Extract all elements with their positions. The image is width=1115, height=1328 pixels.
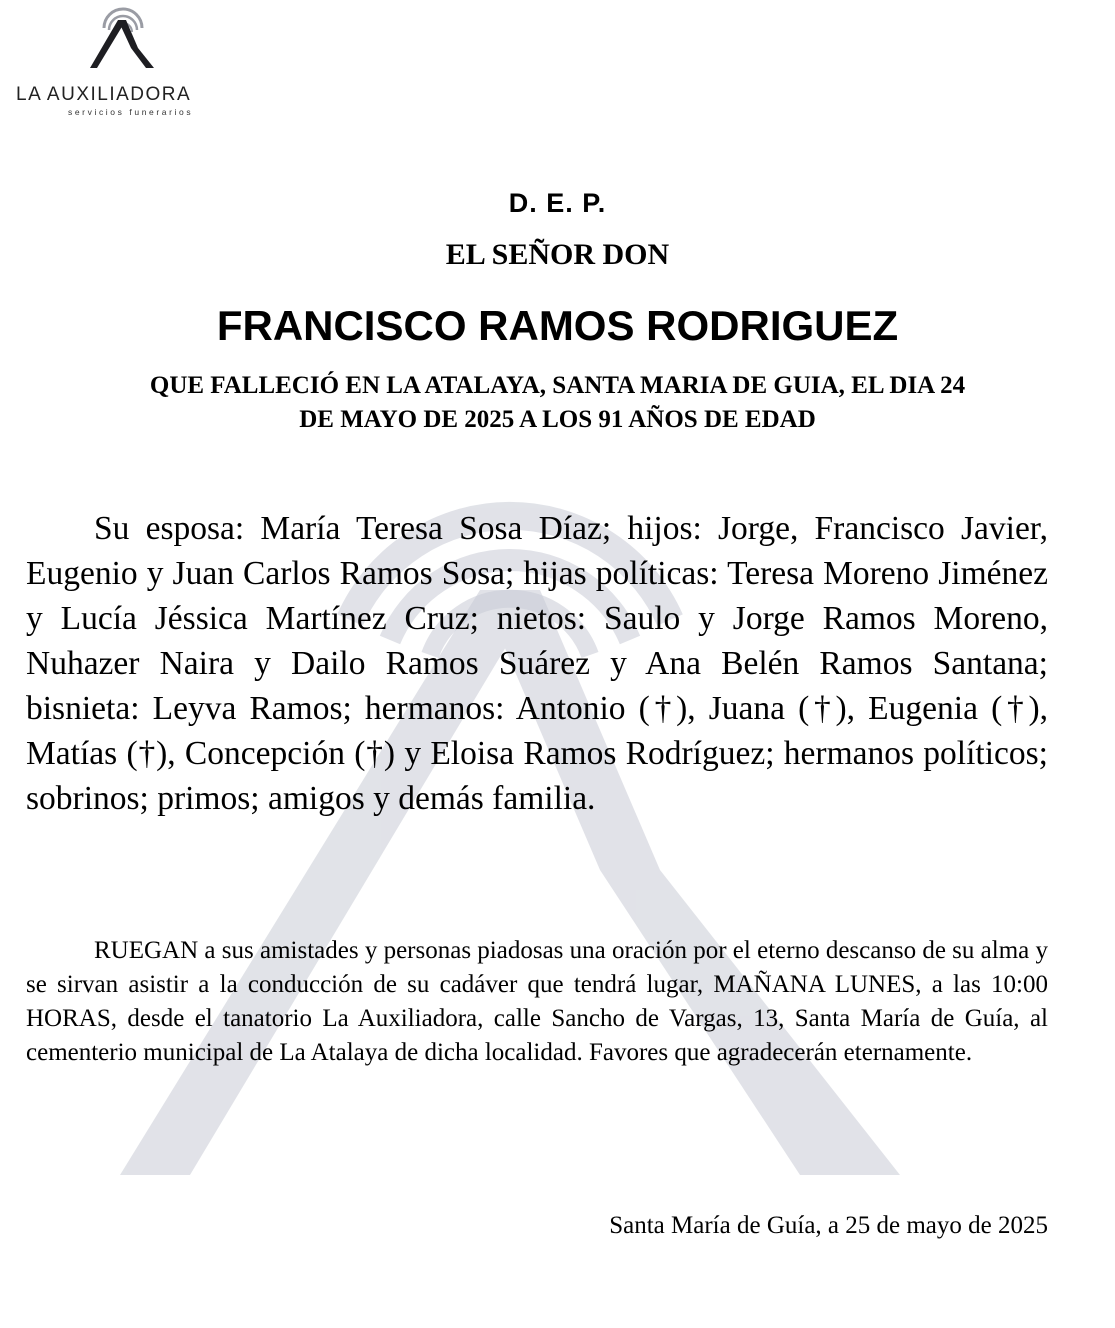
honorific-heading: EL SEÑOR DON <box>445 238 670 271</box>
death-line-1: QUE FALLECIÓ EN LA ATALAYA, SANTA MARIA DE GUIA, EL DIA 24 <box>149 372 966 399</box>
death-line-2: DE MAYO DE 2025 A LOS 91 AÑOS DE EDAD <box>299 406 816 433</box>
logo-tagline: servicios funerarios <box>68 107 194 117</box>
logo-mark-icon <box>88 6 158 74</box>
dep-heading: D. E. P. <box>508 188 607 218</box>
death-announcement <box>0 369 1115 437</box>
family-paragraph: Su esposa: María Teresa Sosa Díaz; hijos: Jorge, Francisco Javier, Eugenio y Juan Carlos Ramos Sosa; hijas políticas: Teresa Moreno Jiménez y Lucía Jéssica Martínez Cruz; nietos: Saulo y Jorge Ramos Moreno, Nuhazer Naira y Dailo Ramos Suárez y Ana Belén Ramos Santana; bisnieta: Leyva Ramos; hermanos: Antonio (†), Juana (†), Eugenia (†), Matías (†), Concepción (†) y Eloisa Ramos Rodríguez; hermanos políticos; sobrinos; primos; amigos y demás familia. <box>26 510 1048 817</box>
funeral-details-paragraph: RUEGAN a sus amistades y personas piadosas una oración por el eterno descanso de su alma y se sirvan asistir a la conducción de su cadáver que tendrá lugar, MAÑANA LUNES, a las 10:00 HORAS, desde el tanatorio La Auxiliadora, calle Sancho de Vargas, 13, Santa María de Guía, al cementerio municipal de La Atalaya de dicha localidad. Favores que agradecerán eternamente. <box>26 937 1048 1066</box>
company-logo <box>12 6 232 116</box>
deceased-name: FRANCISCO RAMOS RODRIGUEZ <box>216 302 899 349</box>
logo-title: LA AUXILIADORA <box>16 84 192 105</box>
dateline: Santa María de Guía, a 25 de mayo de 2025 <box>609 1212 1048 1239</box>
